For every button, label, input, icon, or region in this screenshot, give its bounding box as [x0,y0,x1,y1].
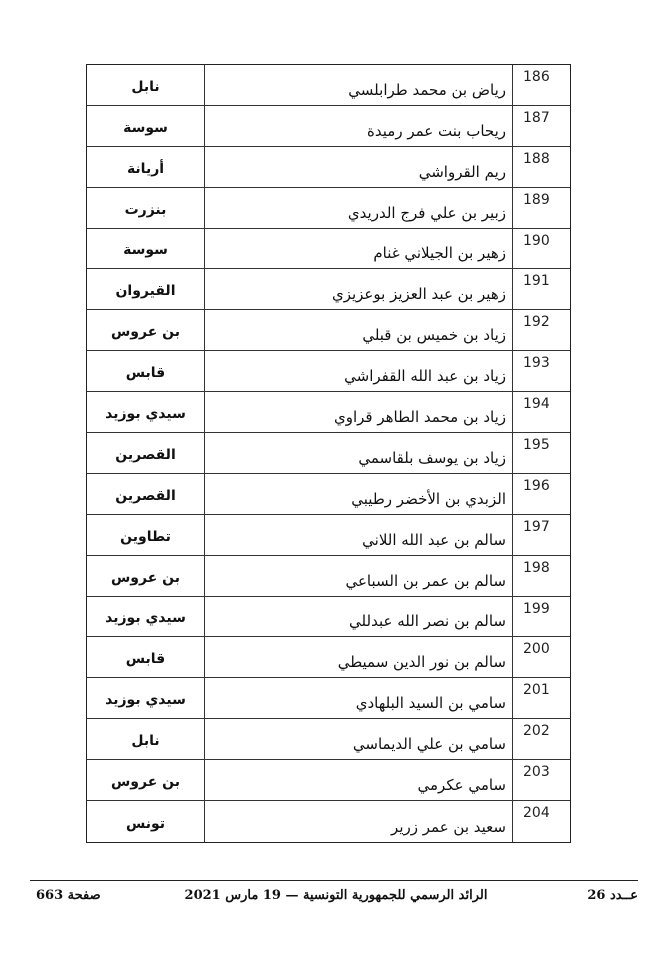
name-cell [205,801,513,842]
row-number: 189 [523,191,550,208]
row-number: 204 [523,805,550,822]
number-cell [513,433,570,473]
person-name: زهير بن عبد العزيز بوعزيزي [331,285,506,304]
table-row [87,678,570,719]
name-cell [205,433,513,473]
table-row [87,556,570,597]
number-cell [513,351,570,391]
table-row [87,392,570,433]
table-row [87,597,570,638]
person-name: زياد بن يوسف بلقاسمي [358,448,506,467]
table-row [87,433,570,474]
city: القصرين [115,446,176,463]
name-cell [205,597,513,637]
city-cell [87,678,205,718]
row-number: 201 [523,682,550,699]
city-cell [87,229,205,269]
city: بن عروس [110,774,181,791]
city-cell [87,801,205,842]
row-number: 190 [523,232,550,249]
city: سيدي بوزيد [105,692,186,709]
city-cell [87,147,205,187]
city-cell [87,106,205,146]
table-row [87,351,570,392]
row-number: 197 [523,518,550,535]
city-cell [87,474,205,514]
number-cell [513,760,570,800]
page-number: صفحة 663 [36,888,101,903]
person-name: رياض بن محمد طرابلسي [348,80,506,99]
table-row [87,637,570,678]
city: نابل [131,733,160,750]
name-cell [205,392,513,432]
row-number: 193 [523,355,550,372]
city-cell [87,188,205,228]
name-cell [205,351,513,391]
city-cell [87,719,205,759]
person-name: سامي عكرمي [417,776,506,795]
row-number: 194 [523,396,550,413]
city: بنزرت [124,201,167,218]
journal-title: الرائد الرسمي للجمهورية التونسية — 19 مارس 2021 [184,888,488,903]
number-cell [513,801,570,842]
row-number: 192 [523,314,550,331]
city-cell [87,310,205,350]
table-row [87,65,570,106]
person-name: سالم بن نور الدين سميطي [337,653,506,672]
city: القيروان [115,283,176,300]
number-cell [513,678,570,718]
person-name: الزبدي بن الأخضر رطيبي [351,489,506,508]
table-row [87,801,570,842]
person-name: سالم بن عمر بن السباعي [345,571,506,590]
city-cell [87,515,205,555]
person-name: ريم القرواشي [418,162,506,181]
row-number: 187 [523,109,550,126]
person-name: سالم بن عبد الله اللاني [362,530,506,549]
number-cell [513,392,570,432]
city-cell [87,269,205,309]
row-number: 199 [523,600,550,617]
table-row [87,188,570,229]
row-number: 188 [523,150,550,167]
row-number: 200 [523,641,550,658]
city-cell [87,351,205,391]
names-table [86,64,571,843]
number-cell [513,310,570,350]
person-name: زياد بن عبد الله القفراشي [344,367,506,386]
number-cell [513,65,570,105]
number-cell [513,147,570,187]
table-row [87,310,570,351]
person-name: زهير بن الجيلاني غنام [373,244,506,263]
name-cell [205,269,513,309]
name-cell [205,515,513,555]
name-cell [205,556,513,596]
city: بن عروس [110,324,181,341]
city-cell [87,65,205,105]
person-name: ريحاب بنت عمر رميدة [367,121,506,140]
table-row [87,269,570,310]
person-name: سالم بن نصر الله عبدللي [349,612,506,631]
number-cell [513,269,570,309]
number-cell [513,515,570,555]
table-row [87,147,570,188]
city: القصرين [115,487,176,504]
person-name: زياد بن محمد الطاهر قراوي [334,408,506,427]
name-cell [205,637,513,677]
table-row [87,106,570,147]
name-cell [205,147,513,187]
issue-number: عــدد 26 [587,888,638,903]
person-name: سامي بن السيد البلهادي [355,694,506,713]
city: تونس [125,815,166,832]
city: بن عروس [110,569,181,586]
city: أريانة [126,160,165,177]
city-cell [87,760,205,800]
row-number: 191 [523,273,550,290]
name-cell [205,760,513,800]
row-number: 195 [523,437,550,454]
row-number: 186 [523,69,550,85]
name-cell [205,719,513,759]
number-cell [513,188,570,228]
person-name: زياد بن خميس بن قبلي [362,326,506,345]
city-cell [87,556,205,596]
city-cell [87,597,205,637]
number-cell [513,474,570,514]
name-cell [205,106,513,146]
table-row [87,515,570,556]
city: نابل [131,78,160,95]
row-number: 202 [523,723,550,740]
person-name: سامي بن علي الديماسي [352,735,506,754]
name-cell [205,474,513,514]
city: سوسة [123,119,168,136]
name-cell [205,310,513,350]
number-cell [513,106,570,146]
number-cell [513,719,570,759]
number-cell [513,556,570,596]
city-cell [87,637,205,677]
number-cell [513,637,570,677]
row-number: 196 [523,477,550,494]
person-name: سعيد بن عمر زرير [391,817,506,836]
city-cell [87,392,205,432]
number-cell [513,229,570,269]
name-cell [205,229,513,269]
city: سوسة [123,242,168,259]
city: قابس [125,651,166,668]
table-row [87,719,570,760]
city: قابس [125,365,166,382]
footer-rule [30,880,638,881]
city: سيدي بوزيد [105,610,186,627]
row-number: 198 [523,559,550,576]
city: سيدي بوزيد [105,406,186,423]
city-cell [87,433,205,473]
name-cell [205,65,513,105]
row-number: 203 [523,764,550,781]
person-name: زبير بن علي فرج الدريدي [347,203,506,222]
city: تطاوين [120,528,171,545]
name-cell [205,678,513,718]
name-cell [205,188,513,228]
table-row [87,229,570,270]
table-row [87,474,570,515]
table-row [87,760,570,801]
number-cell [513,597,570,637]
